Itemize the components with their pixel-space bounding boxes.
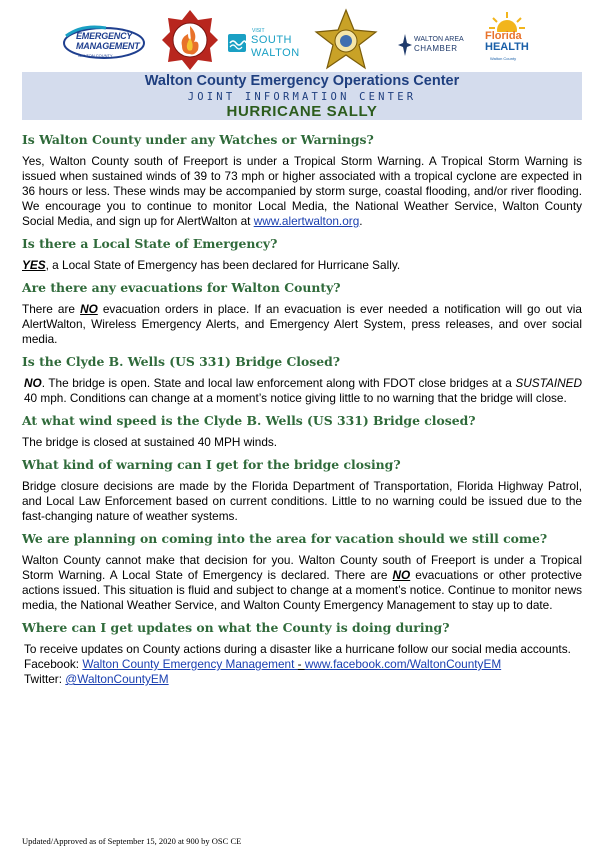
answer-lead: NO <box>24 376 42 390</box>
answer-text: Walton County cannot make that decision for you. Walton County south of Freeport is under a Tropical Storm Warning. A Local State of Emergency is declared. There are <box>22 553 582 582</box>
fh-line2: HEALTH <box>485 41 529 53</box>
chamber-line1: WALTON AREA <box>414 36 464 43</box>
faq-answer <box>22 642 582 687</box>
facebook-separator: - <box>297 657 305 671</box>
faq-list <box>22 131 582 693</box>
faq-answer <box>22 302 582 347</box>
answer-emphasis: SUSTAINED <box>515 376 582 390</box>
facebook-page-link[interactable]: Walton County Emergency Management <box>82 657 298 671</box>
faq-question: What kind of warning can I get for the bridge closing? <box>22 457 401 472</box>
em-logo-line2: MANAGEMENT <box>76 41 140 51</box>
fire-district-icon <box>160 8 220 72</box>
faq-question: We are planning on coming into the area for vacation should we still come? <box>22 531 548 546</box>
fh-line1: Florida <box>485 30 522 42</box>
storm-name: HURRICANE SALLY <box>226 103 378 120</box>
faq-question: Is the Clyde B. Wells (US 331) Bridge Closed? <box>22 354 341 369</box>
faq-question: Is Walton County under any Watches or Warnings? <box>22 132 374 147</box>
answer-emphasis: NO <box>80 302 98 316</box>
wave-icon <box>228 34 246 52</box>
answer-text: , a Local State of Emergency has been declared for Hurricane Sally. <box>45 258 401 272</box>
faq-answer <box>22 435 582 450</box>
twitter-label: Twitter: <box>24 672 66 686</box>
header-banner <box>22 72 582 120</box>
answer-pre: There are <box>22 302 81 316</box>
answer-lead: YES <box>22 258 46 272</box>
fh-line3: Walton County <box>490 56 517 61</box>
faq-answer <box>22 154 582 229</box>
alertwalton-link[interactable]: www.alertwalton.org <box>253 214 360 228</box>
answer-tail: . <box>359 214 363 228</box>
facebook-url-link[interactable]: www.facebook.com/WaltonCountyEM <box>304 657 502 671</box>
faq-answer <box>22 479 582 524</box>
sw-line2: WALTON <box>251 47 300 59</box>
answer-text: To receive updates on County actions during a disaster like a hurricane follow our social media accounts. <box>24 642 571 656</box>
compass-star-icon <box>398 34 412 56</box>
page-subtitle: JOINT INFORMATION CENTER <box>187 91 417 103</box>
em-logo-line1: EMERGENCY <box>76 31 133 41</box>
answer-text: Yes, Walton County south of Freeport is under a Tropical Storm Warning. A Tropical Storm Warning is issued when sustained winds of 39 to 73 mph or higher associated with a tropical cyclone are expected in 36 hours or less. These winds may be accompanied by storm surge, coastal flooding, and/or river flooding. We encourage you to continue to monitor Local Media, the National Weather Service, Walton County Social Media, and sign up for AlertWalton at <box>22 154 582 228</box>
emergency-management-logo <box>62 22 148 64</box>
faq-answer <box>22 553 582 613</box>
twitter-line <box>24 672 582 687</box>
faq-question: Is there a Local State of Emergency? <box>22 236 278 251</box>
faq-answer <box>22 376 582 406</box>
sheriff-star-icon <box>312 8 380 74</box>
fire-district-logo <box>160 8 220 72</box>
sheriff-logo <box>312 8 380 74</box>
faq-question: Where can I get updates on what the County is doing during? <box>22 620 450 635</box>
logo-strip <box>0 8 605 74</box>
florida-health-logo <box>484 10 530 72</box>
faq-question: At what wind speed is the Clyde B. Wells (US 331) Bridge closed? <box>22 413 476 428</box>
answer-emphasis: NO <box>392 568 411 582</box>
answer-tail: 40 mph. Conditions can change at a moment’s notice giving little to no warning that the bridge will close. <box>24 391 567 405</box>
sw-line1: SOUTH <box>251 34 292 46</box>
visit-south-walton-logo <box>228 26 304 64</box>
footer-note: Updated/Approved as of September 15, 2020 at 900 by OSC CE <box>22 836 242 846</box>
twitter-handle-link[interactable]: @WaltonCountyEM <box>65 672 169 686</box>
facebook-line <box>24 657 582 672</box>
answer-tail: evacuations or other protective actions issued. This situation is fluid and subject to change at a moment’s notice. Continue to monitor news media, the National Weather Service, and Walton County Emergency Management to stay up to date. <box>22 568 582 612</box>
em-logo-line3: WALTON COUNTY <box>78 53 113 58</box>
facebook-label: Facebook: <box>24 657 83 671</box>
page-title: Walton County Emergency Operations Center <box>144 73 460 89</box>
sw-visit: VISIT <box>252 28 265 34</box>
answer-text: The bridge is closed at sustained 40 MPH winds. <box>22 435 278 449</box>
answer-text: Bridge closure decisions are made by the Florida Department of Transportation, Florida Highway Patrol, and Local Law Enforcement based on current conditions. Little to no warning could be issued due to the fast-changing nature of weather systems. <box>22 479 582 523</box>
faq-answer <box>22 258 582 273</box>
answer-text: . The bridge is open. State and local law enforcement along with FDOT close bridges at a <box>41 376 516 390</box>
sun-icon <box>484 10 530 32</box>
answer-text: evacuation orders in place. If an evacuation is ever needed a notification will go out via AlertWalton, Wireless Emergency Alerts, and Emergency Alert System, press releases, and over social media. <box>22 302 582 346</box>
walton-area-chamber-logo <box>398 30 476 60</box>
faq-question: Are there any evacuations for Walton County? <box>22 280 341 295</box>
chamber-line2: CHAMBER <box>414 44 458 53</box>
